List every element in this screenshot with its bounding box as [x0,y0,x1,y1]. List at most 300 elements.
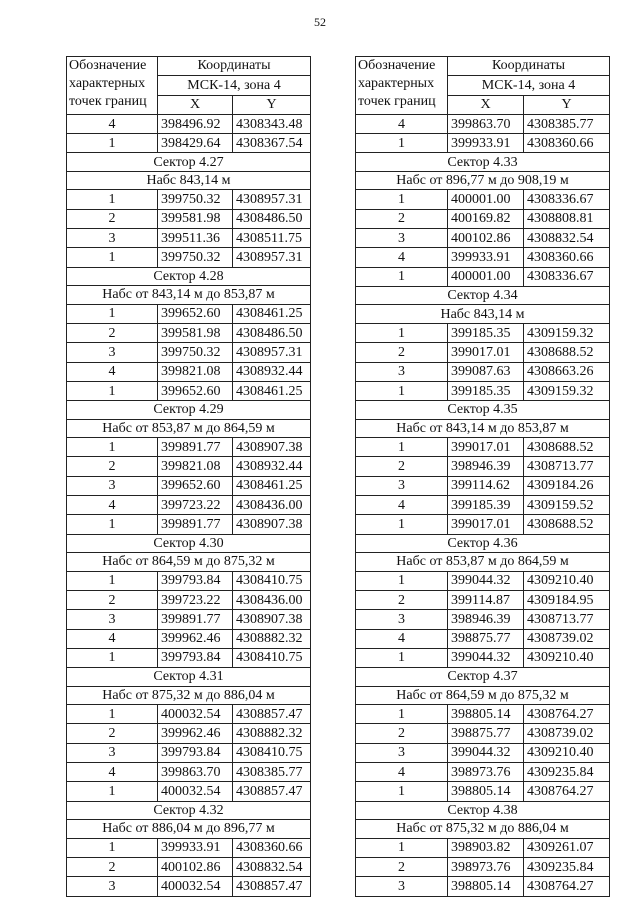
point-number-cell: 4 [356,496,448,515]
point-number-cell: 1 [67,438,158,457]
point-number-cell: 1 [67,571,158,590]
x-coordinate-cell: 399962.46 [158,724,233,743]
y-coordinate-cell: 4309159.52 [524,496,610,515]
y-coordinate-cell: 4309210.40 [524,743,610,762]
table-row [67,648,311,667]
sector-row [67,534,311,553]
x-coordinate-cell: 400169.82 [448,209,524,228]
x-coordinate-cell: 399581.98 [158,209,233,228]
sector-row [356,820,610,839]
x-coordinate-cell: 399891.77 [158,515,233,534]
point-number-cell: 2 [356,209,448,228]
designation-line: характерных [69,76,146,91]
sector-row [356,286,610,305]
coordinate-system-header: МСК-14, зона 4 [448,76,610,95]
y-coordinate-cell: 4309210.40 [524,648,610,667]
x-coordinate-cell: 398429.64 [158,134,233,153]
x-coordinate-cell: 399087.63 [448,362,524,381]
sector-row [67,401,311,420]
table-row [356,190,610,209]
table-row [67,857,311,876]
sector-row [356,153,610,172]
table-row [356,496,610,515]
point-number-cell: 2 [67,457,158,476]
x-coordinate-cell: 399581.98 [158,323,233,342]
point-number-cell: 1 [356,515,448,534]
y-coordinate-cell: 4308957.31 [233,248,311,267]
x-coordinate-cell: 398875.77 [448,629,524,648]
x-coordinate-cell: 400032.54 [158,877,233,896]
point-number-cell: 1 [356,134,448,153]
y-coordinate-cell: 4308688.52 [524,438,610,457]
y-coordinate-cell: 4308511.75 [233,229,311,248]
table-row [356,705,610,724]
sector-label: Сектор 4.34 [356,286,610,305]
sector-row [67,820,311,839]
y-coordinate-cell: 4308713.77 [524,610,610,629]
sector-label: Набс от 843,14 м до 853,87 м [67,286,311,305]
sector-label: Сектор 4.30 [67,534,311,553]
y-coordinate-cell: 4308957.31 [233,190,311,209]
x-header: X [158,95,233,114]
x-coordinate-cell: 399891.77 [158,610,233,629]
x-coordinate-cell: 399652.60 [158,476,233,495]
y-coordinate-cell: 4308367.54 [233,134,311,153]
x-coordinate-cell: 399114.87 [448,590,524,609]
table-row [67,114,311,133]
y-coordinate-cell: 4308436.00 [233,496,311,515]
table-row [356,343,610,362]
y-coordinate-cell: 4309261.07 [524,838,610,857]
table-row [356,877,610,896]
x-coordinate-cell: 398875.77 [448,724,524,743]
point-number-cell: 3 [356,877,448,896]
table-row [67,362,311,381]
point-number-cell: 4 [67,629,158,648]
point-number-cell: 3 [67,610,158,629]
x-coordinate-cell: 399185.35 [448,323,524,342]
table-row [67,724,311,743]
table-row [356,571,610,590]
point-number-cell: 2 [356,590,448,609]
point-number-cell: 1 [356,838,448,857]
x-coordinate-cell: 399863.70 [448,114,524,133]
y-coordinate-cell: 4309235.84 [524,857,610,876]
coordinates-header: Координаты [158,57,311,76]
sector-row [67,153,311,172]
sector-label: Набс от 864,59 м до 875,32 м [67,553,311,572]
point-number-cell: 1 [356,705,448,724]
table-row [67,838,311,857]
y-coordinate-cell: 4308882.32 [233,724,311,743]
sector-row [67,171,311,190]
sector-row [67,267,311,286]
sector-label: Сектор 4.36 [356,534,610,553]
x-coordinate-cell: 400032.54 [158,705,233,724]
point-number-cell: 1 [67,134,158,153]
y-coordinate-cell: 4308932.44 [233,362,311,381]
point-number-cell: 2 [67,323,158,342]
y-coordinate-cell: 4308713.77 [524,457,610,476]
y-coordinate-cell: 4308764.27 [524,877,610,896]
table-row [67,515,311,534]
point-number-cell: 4 [356,114,448,133]
x-coordinate-cell: 399750.32 [158,248,233,267]
table-row [356,515,610,534]
sector-row [356,401,610,420]
point-number-cell: 4 [67,114,158,133]
point-number-cell: 1 [67,381,158,400]
y-coordinate-cell: 4308461.25 [233,381,311,400]
point-number-cell: 1 [356,648,448,667]
table-row [67,782,311,801]
x-coordinate-cell: 398973.76 [448,857,524,876]
table-row [356,209,610,228]
sector-label: Набс 843,14 м [356,305,610,324]
point-number-cell: 1 [67,304,158,323]
table-row [67,323,311,342]
table-row [67,496,311,515]
sector-label: Сектор 4.38 [356,801,610,820]
x-coordinate-cell: 400001.00 [448,267,524,286]
y-coordinate-cell: 4308764.27 [524,782,610,801]
point-number-cell: 1 [67,782,158,801]
x-coordinate-cell: 399044.32 [448,571,524,590]
designation-line: точек границ [69,94,147,109]
y-coordinate-cell: 4308688.52 [524,515,610,534]
point-number-cell: 3 [356,476,448,495]
x-coordinate-cell: 400102.86 [158,857,233,876]
sector-row [356,534,610,553]
page-number: 52 [314,15,326,29]
table-row [356,857,610,876]
x-coordinate-cell: 398973.76 [448,763,524,782]
sector-row [356,419,610,438]
sector-row [356,801,610,820]
x-coordinate-cell: 399821.08 [158,457,233,476]
point-number-cell: 2 [67,857,158,876]
point-number-cell: 2 [356,724,448,743]
table-row [356,457,610,476]
x-coordinate-cell: 399114.62 [448,476,524,495]
point-number-cell: 1 [67,648,158,667]
x-coordinate-cell: 399863.70 [158,763,233,782]
point-number-cell: 4 [356,763,448,782]
y-coordinate-cell: 4308663.26 [524,362,610,381]
point-number-cell: 2 [67,724,158,743]
sector-label: Набс 843,14 м [67,171,311,190]
table-row [356,134,610,153]
point-number-cell: 1 [356,782,448,801]
table-body [67,114,311,896]
table-row [356,248,610,267]
y-coordinate-cell: 4308907.38 [233,438,311,457]
coordinates-table-left [66,56,311,897]
sector-label: Набс от 875,32 м до 886,04 м [67,686,311,705]
y-coordinate-cell: 4308486.50 [233,209,311,228]
point-number-cell: 3 [67,343,158,362]
table-row [67,743,311,762]
table-row [67,610,311,629]
table-row [67,248,311,267]
x-coordinate-cell: 400001.00 [448,190,524,209]
sector-label: Набс от 886,04 м до 896,77 м [67,820,311,839]
coordinates-header: Координаты [448,57,610,76]
sector-label: Сектор 4.32 [67,801,311,820]
designation-line: Обозначение [69,58,147,73]
point-number-cell: 1 [356,190,448,209]
y-coordinate-cell: 4309210.40 [524,571,610,590]
sector-row [67,286,311,305]
table-row [356,782,610,801]
point-number-cell: 3 [356,362,448,381]
designation-header [67,57,158,115]
point-number-cell: 4 [356,629,448,648]
y-coordinate-cell: 4308410.75 [233,571,311,590]
sector-row [356,686,610,705]
x-coordinate-cell: 399933.91 [448,134,524,153]
table-row [67,590,311,609]
x-coordinate-cell: 399821.08 [158,362,233,381]
point-number-cell: 2 [356,457,448,476]
x-coordinate-cell: 399652.60 [158,381,233,400]
table-row [67,229,311,248]
table-row [67,304,311,323]
point-number-cell: 1 [67,838,158,857]
sector-label: Набс от 864,59 м до 875,32 м [356,686,610,705]
point-number-cell: 4 [67,496,158,515]
table-row [356,381,610,400]
table-row [356,763,610,782]
y-coordinate-cell: 4308486.50 [233,323,311,342]
table-row [67,134,311,153]
point-number-cell: 3 [67,229,158,248]
point-number-cell: 1 [67,190,158,209]
sector-label: Сектор 4.29 [67,401,311,420]
point-number-cell: 4 [356,248,448,267]
sector-row [356,553,610,572]
point-number-cell: 3 [67,476,158,495]
table-header [356,57,610,115]
table-row [67,571,311,590]
y-coordinate-cell: 4308336.67 [524,267,610,286]
y-coordinate-cell: 4308832.54 [233,857,311,876]
sector-row [67,686,311,705]
y-coordinate-cell: 4308857.47 [233,782,311,801]
y-coordinate-cell: 4309159.32 [524,323,610,342]
table-row [356,323,610,342]
table-row [67,381,311,400]
point-number-cell: 1 [356,381,448,400]
x-coordinate-cell: 399017.01 [448,343,524,362]
y-coordinate-cell: 4308907.38 [233,610,311,629]
sector-row [67,553,311,572]
point-number-cell: 2 [356,857,448,876]
x-coordinate-cell: 399652.60 [158,304,233,323]
x-coordinate-cell: 399962.46 [158,629,233,648]
y-coordinate-cell: 4308808.81 [524,209,610,228]
y-coordinate-cell: 4308461.25 [233,476,311,495]
table-row [356,724,610,743]
point-number-cell: 4 [67,763,158,782]
table-row [356,438,610,457]
point-number-cell: 3 [67,743,158,762]
x-coordinate-cell: 399793.84 [158,743,233,762]
x-coordinate-cell: 398805.14 [448,877,524,896]
y-coordinate-cell: 4309159.32 [524,381,610,400]
sector-label: Набс от 843,14 м до 853,87 м [356,419,610,438]
x-coordinate-cell: 398805.14 [448,782,524,801]
table-row [356,743,610,762]
sector-row [356,305,610,324]
point-number-cell: 3 [67,877,158,896]
x-coordinate-cell: 399750.32 [158,343,233,362]
table-row [356,476,610,495]
sector-label: Сектор 4.27 [67,153,311,172]
point-number-cell: 3 [356,610,448,629]
sector-row [356,171,610,190]
y-coordinate-cell: 4308688.52 [524,343,610,362]
table-row [356,648,610,667]
y-coordinate-cell: 4308461.25 [233,304,311,323]
x-coordinate-cell: 399044.32 [448,743,524,762]
y-coordinate-cell: 4308385.77 [524,114,610,133]
x-coordinate-cell: 398805.14 [448,705,524,724]
x-coordinate-cell: 399723.22 [158,590,233,609]
y-coordinate-cell: 4308360.66 [524,248,610,267]
x-coordinate-cell: 400102.86 [448,229,524,248]
x-coordinate-cell: 398903.82 [448,838,524,857]
point-number-cell: 2 [67,590,158,609]
table-row [356,229,610,248]
y-coordinate-cell: 4308739.02 [524,724,610,743]
table-row [67,877,311,896]
point-number-cell: 1 [356,323,448,342]
x-coordinate-cell: 399891.77 [158,438,233,457]
point-number-cell: 4 [67,362,158,381]
y-coordinate-cell: 4308857.47 [233,705,311,724]
y-coordinate-cell: 4308932.44 [233,457,311,476]
table-body [356,114,610,896]
x-coordinate-cell: 399511.36 [158,229,233,248]
x-coordinate-cell: 399044.32 [448,648,524,667]
designation-line: Обозначение [358,58,436,73]
table-row [67,629,311,648]
table-row [67,476,311,495]
x-coordinate-cell: 398496.92 [158,114,233,133]
sector-label: Набс от 875,32 м до 886,04 м [356,820,610,839]
y-coordinate-cell: 4308764.27 [524,705,610,724]
y-coordinate-cell: 4308410.75 [233,648,311,667]
designation-header [356,57,448,115]
table-row [67,343,311,362]
y-coordinate-cell: 4308410.75 [233,743,311,762]
table-row [356,590,610,609]
table-row [356,362,610,381]
y-coordinate-cell: 4308857.47 [233,877,311,896]
sector-row [356,668,610,687]
point-number-cell: 1 [356,571,448,590]
sector-label: Сектор 4.37 [356,668,610,687]
sector-label: Сектор 4.31 [67,668,311,687]
coordinate-system-header: МСК-14, зона 4 [158,76,311,95]
y-coordinate-cell: 4309184.95 [524,590,610,609]
y-coordinate-cell: 4309184.26 [524,476,610,495]
y-coordinate-cell: 4308336.67 [524,190,610,209]
sector-row [67,668,311,687]
sector-label: Набс от 853,87 м до 864,59 м [356,553,610,572]
table-row [67,438,311,457]
sector-label: Сектор 4.33 [356,153,610,172]
x-coordinate-cell: 399933.91 [158,838,233,857]
table-row [67,209,311,228]
sector-label: Сектор 4.28 [67,267,311,286]
x-coordinate-cell: 399933.91 [448,248,524,267]
x-coordinate-cell: 399185.35 [448,381,524,400]
y-coordinate-cell: 4308882.32 [233,629,311,648]
x-header: X [448,95,524,114]
point-number-cell: 3 [356,229,448,248]
x-coordinate-cell: 399017.01 [448,515,524,534]
table-row [356,610,610,629]
designation-line: характерных [358,76,435,91]
table-row [356,267,610,286]
y-coordinate-cell: 4309235.84 [524,763,610,782]
point-number-cell: 1 [356,438,448,457]
x-coordinate-cell: 399793.84 [158,571,233,590]
table-row [356,838,610,857]
x-coordinate-cell: 399793.84 [158,648,233,667]
coordinates-table-right [355,56,610,897]
sector-label: Набс от 896,77 м до 908,19 м [356,171,610,190]
point-number-cell: 1 [67,248,158,267]
sector-row [67,419,311,438]
x-coordinate-cell: 399750.32 [158,190,233,209]
y-coordinate-cell: 4308360.66 [524,134,610,153]
point-number-cell: 3 [356,743,448,762]
point-number-cell: 1 [356,267,448,286]
y-coordinate-cell: 4308436.00 [233,590,311,609]
point-number-cell: 2 [67,209,158,228]
y-coordinate-cell: 4308385.77 [233,763,311,782]
y-header: Y [524,95,610,114]
y-coordinate-cell: 4308907.38 [233,515,311,534]
table-row [67,457,311,476]
y-coordinate-cell: 4308739.02 [524,629,610,648]
x-coordinate-cell: 398946.39 [448,457,524,476]
x-coordinate-cell: 399723.22 [158,496,233,515]
y-coordinate-cell: 4308343.48 [233,114,311,133]
designation-line: точек границ [358,94,436,109]
table-row [67,763,311,782]
table-row [67,190,311,209]
table-row [67,705,311,724]
y-header: Y [233,95,311,114]
point-number-cell: 2 [356,343,448,362]
sector-label: Набс от 853,87 м до 864,59 м [67,419,311,438]
point-number-cell: 1 [67,705,158,724]
x-coordinate-cell: 398946.39 [448,610,524,629]
x-coordinate-cell: 400032.54 [158,782,233,801]
sector-label: Сектор 4.35 [356,401,610,420]
table-header [67,57,311,115]
table-row [356,114,610,133]
y-coordinate-cell: 4308360.66 [233,838,311,857]
y-coordinate-cell: 4308957.31 [233,343,311,362]
table-row [356,629,610,648]
x-coordinate-cell: 399185.39 [448,496,524,515]
point-number-cell: 1 [67,515,158,534]
